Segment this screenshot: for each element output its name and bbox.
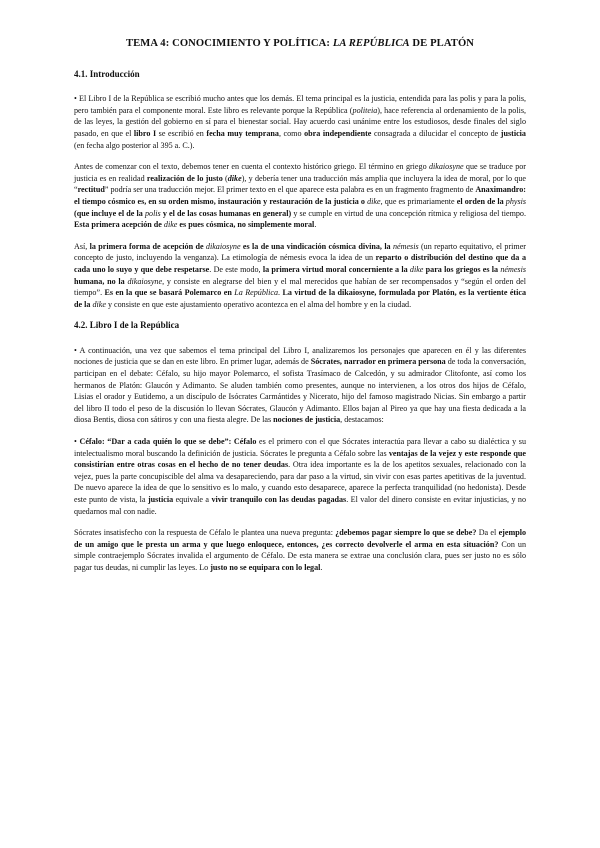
title-prefix: TEMA 4: CONOCIMIENTO Y POLÍTICA:	[125, 38, 333, 49]
text-run: dike	[227, 173, 242, 183]
text-run: reparto o distribución del destino que da a cada uno lo suyo y que debe respetarse	[74, 253, 526, 274]
text-run: Sócrates, narrador en primera persona	[310, 357, 446, 367]
text-run: para los griegos es la	[423, 264, 501, 274]
text-run: Es en la que se basará Polemarco en	[104, 288, 235, 298]
document-body	[74, 69, 526, 574]
text-run: , que es primariamente	[380, 196, 457, 206]
text-run: ), hace referencia al ordenamiento de la polis, de las leyes, la gestión del gobierno en sí para el bienestar social. Hay acuerdo casi unánime entre los estudiosos, desde finales del siglo pasado, en que el	[74, 105, 527, 138]
text-run: •	[74, 437, 80, 447]
paragraph	[74, 527, 526, 573]
title-italic: LA REPÚBLICA	[332, 38, 410, 49]
text-run: ” podría ser una traducción mejor. El primer texto en el que aparece esta palabra es en un fragmento fragmento de	[104, 185, 476, 195]
text-run: , destacamos:	[340, 415, 384, 425]
text-run: de toda la conversación, participan en el debate: Céfalo, su hijo mayor Polemarco, el sofista Trasímaco de Calcedón, y su admirador Clitofonte, así como los hermanos de Platón: Glaucón y Adimanto. Se aluden también como presentes, aunque no intervienen, a los otros dos hijos de Céfalo, Lisias el orador y Eutidemo, a un discípulo de Isócrates Carmántides y Nicerato, hijo del famoso magistrado Nicias. Sin embargo a partir del libro II todo el peso de la discusión lo llevan Sócrates, Glaucón y Adimanto. Ellos bajan al Pireo ya que hay una fiesta dedicada a la diosa Bentis, diosa con sátiros y con una fiesta alegre. De las	[74, 357, 526, 425]
text-run: el orden de la	[456, 196, 506, 206]
text-run: dikaiosyne	[127, 276, 163, 286]
text-run: realización de lo justo	[146, 173, 223, 183]
paragraph	[74, 241, 526, 311]
text-run: némesis	[500, 264, 526, 274]
text-run: La virtud de la dikaiosyne, formulada por Platón, es la vertiente ética de la	[74, 288, 527, 309]
section-heading: 4.2. Libro I de la República	[74, 320, 180, 331]
text-run: dike	[367, 196, 381, 206]
text-run: vivir tranquilo con las deudas pagadas	[211, 495, 347, 504]
text-run: . De este modo,	[209, 264, 263, 274]
text-run: ), y debería tener una traducción más amplia que incluyera la idea de moral, por lo que “	[74, 173, 527, 195]
text-run: Con un simple contraejemplo Sócrates invalida el argumento de Céfalo. De esta manera se extrae una conclusión clara, pues ser justo no es sólo pagar tus deudas, ni cumplir las leyes. Lo	[74, 539, 526, 572]
text-run: dikaiosyne	[428, 162, 464, 172]
text-run: Antes de comenzar con el texto, debemos tener en cuenta el contexto histórico griego. El término en griego	[74, 162, 429, 172]
text-run: dike	[163, 220, 178, 230]
text-run: nociones de justicia	[273, 415, 341, 425]
text-run: La República	[234, 288, 279, 298]
paragraph	[74, 93, 526, 151]
text-run: (un reparto equitativo, el primer concepto de justo, incluyendo la venganza). La etimología de némesis evoca la idea de un	[74, 241, 526, 263]
text-run: y el de las cosas humanas en general)	[160, 208, 292, 218]
section-heading: 4.1. Introducción	[74, 68, 140, 79]
text-run: .	[320, 562, 323, 572]
text-run: némesis	[392, 241, 419, 251]
text-run: justo no se equipara con lo legal	[210, 562, 321, 572]
text-run: la primera virtud moral concerniente a la	[262, 264, 410, 274]
text-run: equivale a	[173, 495, 212, 504]
text-run: justicia	[500, 128, 526, 138]
text-run: ventajas de la vejez y este responde que consistirían entre otras cosas en el hecho de no tener deudas	[74, 448, 526, 470]
text-run: , como	[278, 128, 305, 138]
text-run: . El valor del dinero consiste en evitar injusticias, y no quedarnos mal con nadie.	[74, 495, 527, 516]
text-run: ¿debemos pagar siempre lo que se debe?	[335, 528, 477, 538]
text-run: .	[314, 220, 317, 230]
text-run: es la de una vindicación cósmica divina, la	[240, 241, 393, 251]
text-run: .	[278, 288, 283, 298]
text-run: ejemplo de un amigo que le presta un arma y que luego enloquece, entonces, ¿es correcto devolverle el arma en esta situación?	[74, 528, 526, 549]
text-run: Esta primera acepción de	[74, 220, 164, 230]
text-run: se escribió en	[156, 128, 207, 138]
paragraph	[74, 436, 526, 517]
text-run: physis	[505, 196, 526, 206]
text-run: y se cumple en virtud de una concepción rítmica y religiosa del tiempo.	[291, 208, 527, 218]
text-run: que se traduce por justicia es en realidad	[74, 162, 526, 183]
text-run: • A continuación, una vez que sabemos el tema principal del Libro I, analizaremos los personajes que aparecen en él y las diferentes nociones de justicia que se dan en este libro. En primer lugar, además de	[74, 345, 526, 367]
text-run: dikaiosyne	[205, 241, 241, 251]
title-suffix: DE PLATÓN	[409, 38, 475, 49]
text-run: es pues cósmica, no simplemente moral	[177, 220, 315, 230]
text-run: polis	[144, 208, 161, 218]
text-run: Así,	[74, 241, 90, 251]
text-run: consagrada a dilucidar el concepto de	[371, 128, 501, 138]
text-run: dike	[92, 299, 106, 309]
text-run: es el primero con el que Sócrates interactúa para llevar a cabo su dialéctica y su intelectualismo moral buscando la definición de justicia. Sócrates le pregunta a Céfalo sobre las	[74, 437, 526, 458]
text-run: politeia	[352, 105, 378, 115]
text-run: justicia	[147, 495, 174, 504]
text-run: (en fecha algo posterior al 395 a. C.).	[74, 140, 195, 150]
text-run: la primera forma de acepción de	[89, 241, 206, 251]
page-title	[74, 38, 526, 50]
text-run: humana, no la	[74, 276, 128, 286]
text-run: rectitud	[77, 185, 105, 195]
text-run: Sócrates insatisfecho con la respuesta de Céfalo le plantea una nueva pregunta:	[74, 528, 336, 538]
text-run: Da el	[476, 528, 499, 538]
text-run: (	[222, 173, 228, 183]
text-run: . Otra idea importante es la de los apetitos sexuales, relacionado con la vejez, pues la parte concupiscible del alma va desapareciendo, para dar paso a la virtud, sin vivir con esas partes apetitivas de la juventud. De nuevo aparece la idea de que lo sensitivo es lo malo, y cuando esto desaparece, aparece la perfecta tranquilidad (no hedonista). Desde este punto de vista, la	[74, 460, 526, 504]
text-run: (que incluye el de la	[74, 208, 145, 218]
text-run: obra independiente	[304, 128, 372, 138]
text-run: dike	[409, 264, 424, 274]
paragraph	[74, 345, 526, 426]
text-run: • El Libro I de la República se escribió mucho antes que los demás. El tema principal es la justicia, entendida para las polis y para la polis, pero también para el componente moral. Este libro es relevante porque la República (	[74, 94, 526, 115]
text-run: Céfalo: “Dar a cada quién lo que se debe”: Céfalo	[79, 437, 257, 447]
text-run: libro I	[133, 128, 157, 138]
paragraph	[74, 161, 526, 231]
text-run: fecha muy temprana	[206, 128, 279, 138]
text-run: , y consiste en alegrarse del bien y el mal merecidos que habían de ser recompensados y “según el orden del tiempo”.	[74, 276, 526, 298]
text-run: Anaximandro: el tiempo cósmico es, en su orden mismo, instauración y restauración de la justicia o	[74, 185, 526, 206]
text-run: y consiste en que este ajustamiento operativo acontezca en el alma del hombre y en la ciudad.	[105, 299, 412, 309]
